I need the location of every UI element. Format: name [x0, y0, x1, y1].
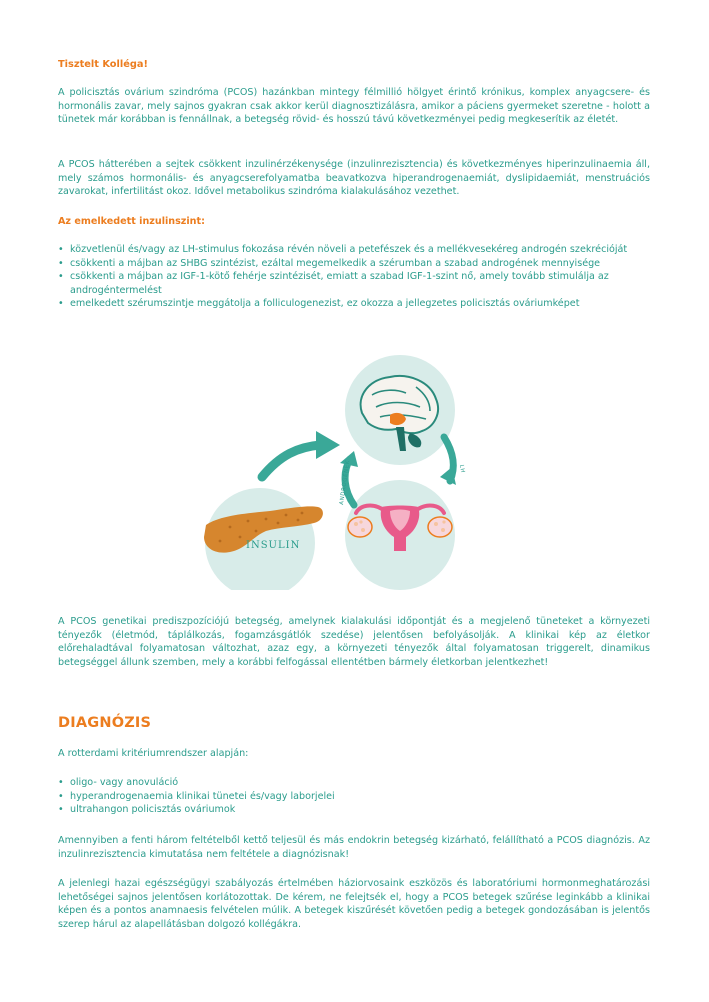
list-item: • csökkenti a májban az IGF-1-kötő fehérje szintézisét, emiatt a szabad IGF-1-szint nő, amely tovább stimulálja az androgéntermelést: [58, 270, 650, 297]
intro-paragraph-1: A policisztás ovárium szindróma (PCOS) hazánkban mintegy félmillió hölgyet érintő krónikus, komplex anyagcsere- és hormonális zavar, mely sajnos gyakran csak akkor kerül diagnosztizálásra, amikor a páciens gyermeket szeretne - holott a tünetek már korábban is fennállnak, a betegség rövid- és hosszú távú következményei pedig megkeserítik az életét.: [58, 87, 650, 126]
diagnosis-paragraph-2: A jelenlegi hazai egészségügyi szabályozás értelmében háziorvosaink eszközös és laboratóriumi hormonmeghatározási lehetőségei sajnos jelentősen korlátozottak. De kérem, ne felejtsék el, hogy a PCOS betegek szűrése leginkább a klinikai képen és a pontos anamnaesis felvételen múlik. A betegek kiszűrését követően pedig a betegek gondozásában is jelentős szerep hárul az alapellátásban dolgozó kollégákra.: [58, 878, 650, 930]
genetic-paragraph: A PCOS genetikai prediszpozíciójú betegség, amelynek kialakulási időpontját és a megjelenő tüneteket a környezeti tényezők (életmód, táplálkozás, fogamzásgátlók szedése) jelentősen befolyásolják. A klinikai kép az életkor előrehaladtával folyamatosan változhat, azaz egy, a környezeti tényezők által folyamatosan triggerelt, dinamikus betegséggel állunk szemben, mely a korábbi felfogással ellentétben bármely életkorban jelentkezhet!: [58, 616, 650, 668]
criteria-intro: A rotterdami kritériumrendszer alapján:: [58, 748, 249, 759]
pcos-mechanism-illustration: [190, 355, 480, 590]
lh-arrow-label: LH: [458, 464, 466, 474]
list-item: • hyperandrogenaemia klinikai tünetei és/vagy laborjelei: [58, 790, 650, 804]
insulin-label: INSULIN: [246, 540, 301, 551]
list-item: • oligo- vagy anovuláció: [58, 776, 650, 790]
greeting: Tisztelt Kolléga!: [58, 59, 148, 70]
arrow-pancreas-to-brain: [262, 431, 340, 477]
insulin-effects-list: [58, 243, 650, 311]
insulin-heading: Az emelkedett inzulinszint:: [58, 216, 205, 227]
intro-paragraph-2: A PCOS hátterében a sejtek csökkent inzulinérzékenysége (inzulinrezisztencia) és következményes hiperinzulinaemia áll, mely számos hormonális- és anyagcserefolyamatba beavatkozva hiperandrogenaemiát, dyslipidaemiát, menstruációs zavarokat, infertilitást okoz. Idővel metabolikus szindróma kialakulásához vezethet.: [58, 159, 650, 198]
criteria-list: [58, 776, 650, 817]
list-item: • csökkenti a májban az SHBG szintézist, ezáltal megemelkedik a szérumban a szabad androgének mennyisége: [58, 257, 650, 271]
list-item: • emelkedett szérumszintje meggátolja a folliculogenezist, ez okozza a jellegzetes policisztás ováriumképet: [58, 297, 650, 311]
diagnosis-paragraph-1: Amennyiben a fenti három feltételből kettő teljesül és más endokrin betegség kizárható, felállítható a PCOS diagnózis. Az inzulinrezisztencia kimutatása nem feltétele a diagnózisnak!: [58, 835, 650, 860]
list-item: • közvetlenül és/vagy az LH-stimulus fokozása révén növeli a petefészek és a mellékvesekéreg androgén szekrécióját: [58, 243, 650, 257]
list-item: • ultrahangon policisztás ováriumok: [58, 803, 650, 817]
diagnosis-heading: DIAGNÓZIS: [58, 715, 152, 731]
androgen-arrow-label: ANDROGÉNEK: [339, 459, 352, 506]
